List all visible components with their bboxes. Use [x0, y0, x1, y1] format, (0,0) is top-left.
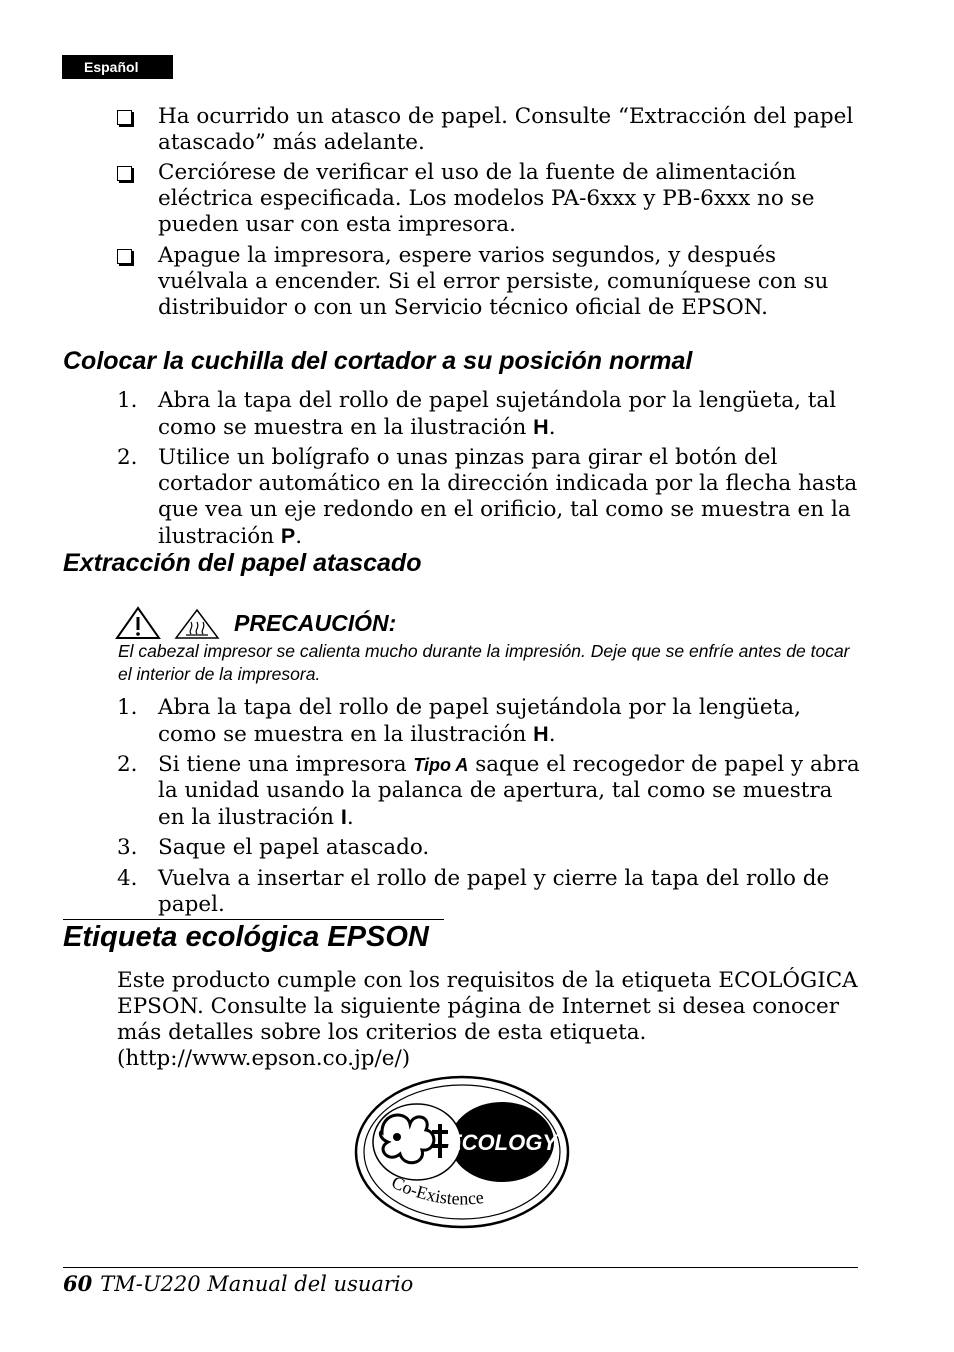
step-text: Si tiene una impresora Tipo A saque el recogedor de papel y abra la unidad usando la palanca de apertura, tal como se muestra en la ilustración I. — [158, 752, 860, 830]
step-item — [117, 445, 862, 550]
step-text: Saque el papel atascado. — [158, 835, 430, 860]
bullet-item — [117, 104, 862, 156]
caution-text: El cabezal impresor se calienta mucho durante la impresión. Deje que se enfríe antes de tocar el interior de la impresora. — [118, 641, 850, 684]
page-number: 60 — [63, 1271, 93, 1296]
caution-title: PRECAUCIÓN: — [234, 610, 397, 636]
ecology-logo-word: ECOLOGY — [446, 1130, 558, 1155]
step-text: Vuelva a insertar el rollo de papel y cierre la tapa del rollo de papel. — [158, 866, 830, 917]
manual-title: TM-U220 Manual del usuario — [100, 1272, 414, 1296]
section-heading: Extracción del papel atascado — [63, 549, 422, 577]
step-number: 3. — [117, 835, 138, 860]
step-text: Abra la tapa del rollo de papel sujetándola por la lengüeta, como se muestra en la ilustración H. — [158, 695, 801, 747]
illustration-ref: H — [533, 722, 549, 746]
checkbox-bullet-icon — [117, 249, 132, 264]
step-number: 1. — [117, 695, 138, 720]
bullet-text: Ha ocurrido un atasco de papel. Consulte “Extracción del papel atascado” más adelante. — [158, 104, 854, 155]
step-item — [117, 835, 862, 861]
illustration-ref: I — [340, 805, 347, 829]
warning-triangle-icon — [115, 606, 161, 640]
step-number: 1. — [117, 388, 138, 413]
ecology-logo — [352, 1072, 572, 1232]
printer-type-label: Tipo A — [413, 755, 469, 775]
illustration-ref: H — [533, 415, 549, 439]
step-item — [117, 752, 862, 831]
language-tab: Español — [62, 55, 173, 79]
coexistence-arc-text: Co-Existence — [388, 1171, 485, 1209]
bullet-text: Cerciórese de verificar el uso de la fuente de alimentación eléctrica especificada. Los modelos PA-6xxx y PB-6xxx no se pueden usar con esta impresora. — [158, 160, 815, 237]
checkbox-bullet-icon — [117, 110, 132, 125]
step-number: 4. — [117, 866, 138, 891]
step-item — [117, 388, 862, 441]
page-footer — [63, 1270, 413, 1298]
section-heading: Colocar la cuchilla del cortador a su posición normal — [63, 347, 693, 375]
checkbox-bullet-icon — [117, 166, 132, 181]
step-number: 2. — [117, 752, 138, 777]
bullet-item — [117, 160, 862, 238]
step-item — [117, 866, 862, 918]
step-item — [117, 695, 862, 748]
step-text: Utilice un bolígrafo o unas pinzas para girar el botón del cortador automático en la dirección indicada por la flecha hasta que vea un eje redondo en el orificio, tal como se muestra en la ilustración P. — [158, 445, 858, 549]
bullet-text: Apague la impresora, espere varios segundos, y después vuélvala a encender. Si el error persiste, comuníquese con su distribuidor o con un Servicio técnico oficial de EPSON. — [158, 243, 829, 320]
eco-paragraph: Este producto cumple con los requisitos de la etiqueta ECOLÓGICA EPSON. Consulte la siguiente página de Internet si desea conocer más detalles sobre los criterios de esta etiqueta. (http://www.epson.co.jp/e/) — [117, 968, 858, 1071]
hot-surface-icon — [174, 608, 220, 640]
footer-rule — [63, 1267, 858, 1268]
illustration-ref: P — [280, 524, 296, 548]
step-number: 2. — [117, 445, 138, 470]
bullet-item — [117, 243, 862, 321]
eco-section-title: Etiqueta ecológica EPSON — [63, 921, 429, 953]
step-text: Abra la tapa del rollo de papel sujetándola por la lengüeta, tal como se muestra en la ilustración H. — [158, 388, 837, 440]
